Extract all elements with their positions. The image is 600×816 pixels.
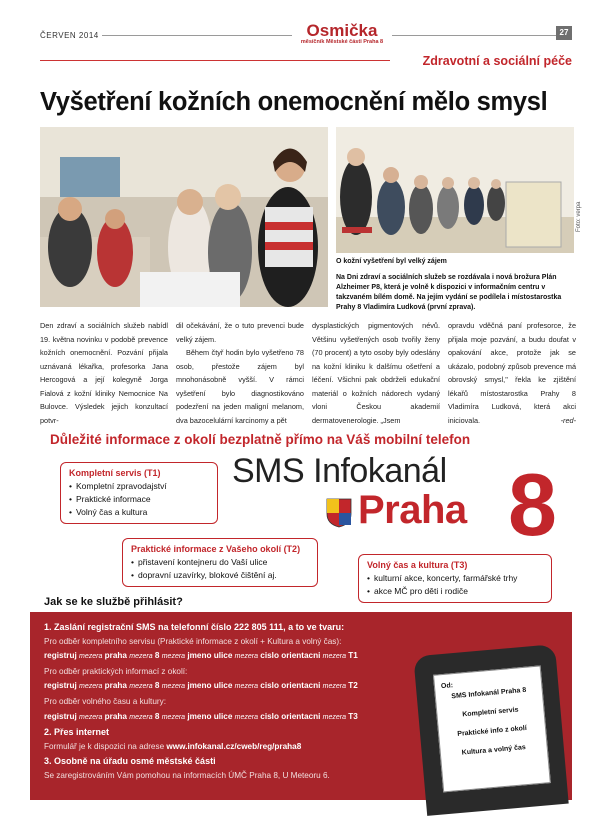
phone-row-1: Kompletní servis (462, 706, 519, 719)
col2-paragraph-2: Během čtyř hodin bylo vyšetřeno 78 osob, přestože zájem byl mnohonásobně vyšší. V rámci vyšetření bylo diagnostikováno podezření na jeden maligní melanom, dva bazocelulární karcinomy a pět (176, 348, 304, 425)
article-column-4 (448, 319, 576, 427)
t3-item: • akce MČ pro děti i rodiče (367, 585, 543, 598)
page-number: 27 (556, 26, 572, 40)
sms-ad-title: Důležité informace z okolí bezplatně přímo na Váš mobilní telefon (50, 432, 471, 447)
article-column-2 (176, 319, 304, 427)
t2-title: Praktické informace z Vašeho okolí (T2) (131, 544, 301, 554)
phone-from: Od: (440, 682, 454, 691)
phone-screen (433, 665, 551, 792)
header-rule-right (392, 35, 572, 36)
t2-item: • dopravní uzavírky, blokové čištění aj. (131, 569, 309, 582)
event-photo-main (40, 127, 328, 307)
step1-line5: Pro odběr volného času a kultury: (44, 696, 166, 706)
page-header (40, 22, 572, 48)
article-column-3 (312, 319, 440, 427)
sms-command-t3: registruj mezera praha mezera 8 mezera jmeno ulice mezera cislo orientacni mezera T3 (44, 711, 358, 721)
article-column-1 (40, 319, 168, 427)
step3-title: 3. Osobně na úřadu osmé městské části (44, 756, 216, 767)
col1-paragraph: Den zdraví a sociálních služeb nabídl 19. května novinku v podobě prevence kožních onemocnění. Pozvání přijala uznávaná lékařka, profesorka Jana Hercogová a její kolegyně Jorga Fialová z kožní kliniky Nemocnice Na Bulovce. Výsledek jejich konzultací potvr- (40, 321, 168, 425)
caption-title: O kožní vyšetření byl velký zájem (336, 258, 447, 265)
bubble-t2 (122, 538, 318, 587)
section-label: Zdravotní a sociální péče (422, 54, 572, 68)
photo-caption (336, 257, 576, 313)
masthead (290, 22, 394, 45)
t1-item: • Kompletní zpravodajství (69, 480, 209, 493)
header-rule-left (102, 35, 292, 36)
step1-title: 1. Zaslání registrační SMS na telefonní číslo 222 805 111, a to ve tvaru: (44, 622, 345, 632)
sms-brand-number: 8 (508, 455, 557, 554)
col2-paragraph-1: dil očekávání, že o tuto prevenci bude velký zájem. (176, 321, 304, 344)
step1-line3: Pro odběr praktických informací z okolí: (44, 666, 188, 676)
bubble-t3 (358, 554, 552, 603)
event-photo-waiting (336, 127, 574, 253)
howto-heading: Jak se ke službě přihlásit? (44, 596, 183, 608)
col4-text: opravdu vděčná paní profesorce, že přijala moje pozvání, a budu doufat v opakování akce, protože jak se ukázalo, podobný způsob prevence má obrovský smysl," řekla ke zjištění lékařů místostarostka Prahy 8 Vladimíra Ludková, která akci iniciovala. (448, 321, 576, 425)
col4-paragraph (448, 319, 576, 427)
sms-brand-line2: Praha (358, 488, 467, 532)
step1-line1: Pro odběr kompletního servisu (Praktické informace z okolí + Kultura a volný čas): (44, 636, 342, 646)
masthead-subtitle: měsíčník Městské části Praha 8 (300, 39, 384, 45)
article-headline: Vyšetření kožních onemocnění mělo smysl (40, 88, 548, 116)
step2-line: Formulář je k dispozici na adrese www.infokanal.cz/cweb/reg/praha8 (44, 741, 302, 751)
col3-paragraph: dysplastických pigmentových névů. Většinu vyšetřených osob tvořily ženy (70 procent) a tyto osoby byly odeslány na kožní kliniku k dalšímu ošetření a léčení. Všichni pak obdrželi edukační materiál o kožních nádorech vydaný vloni Českou akademií dermatovenerologie. „Jsem (312, 321, 440, 425)
issue-date: ČERVEN 2014 (40, 31, 99, 40)
bubble-t1 (60, 462, 218, 524)
step3-text: Se zaregistrováním Vám pomohou na informacích ÚMČ Praha 8, U Meteoru 6. (44, 770, 330, 780)
sms-command-t2: registruj mezera praha mezera 8 mezera jmeno ulice mezera cislo orientacni mezera T2 (44, 681, 358, 691)
step2-title: 2. Přes internet (44, 727, 110, 738)
phone-row-2: Praktické info z okolí (457, 724, 528, 738)
registration-link[interactable]: www.infokanal.cz/cweb/reg/praha8 (166, 741, 302, 751)
article-signature: -red- (560, 415, 576, 425)
t1-item: • Volný čas a kultura (69, 506, 209, 519)
masthead-name: Osmička (306, 21, 378, 40)
t1-title: Kompletní servis (T1) (69, 468, 161, 478)
praha8-crest-icon (326, 498, 352, 528)
phone-sender: SMS Infokanál Praha 8 (451, 686, 527, 701)
sms-command-t1: registruj mezera praha mezera 8 mezera jmeno ulice mezera cislo orientacni mezera T1 (44, 651, 358, 661)
sms-brand-line1: SMS Infokanál (232, 452, 447, 490)
phone-row-3: Kultura a volný čas (461, 744, 527, 757)
section-rule (40, 60, 390, 61)
caption-text: Na Dni zdraví a sociálních služeb se rozdávala i nová brožura Plán Alzheimer P8, která je volně k dispozici v informačním centru v takzvaném bílém domě. Na jejím vydání se podílela i místostarostka Prahy 8 Vladimíra Ludková (první zprava). (336, 274, 562, 311)
t3-title: Volný čas a kultura (T3) (367, 560, 468, 570)
t1-item: • Praktické informace (69, 493, 209, 506)
photo-credit: Foto: verpa (576, 201, 582, 232)
phone-illustration (413, 644, 568, 816)
t2-item: • přistavení kontejneru do Vaší ulice (131, 556, 309, 569)
t3-item: • kulturní akce, koncerty, farmářské trhy (367, 572, 543, 585)
